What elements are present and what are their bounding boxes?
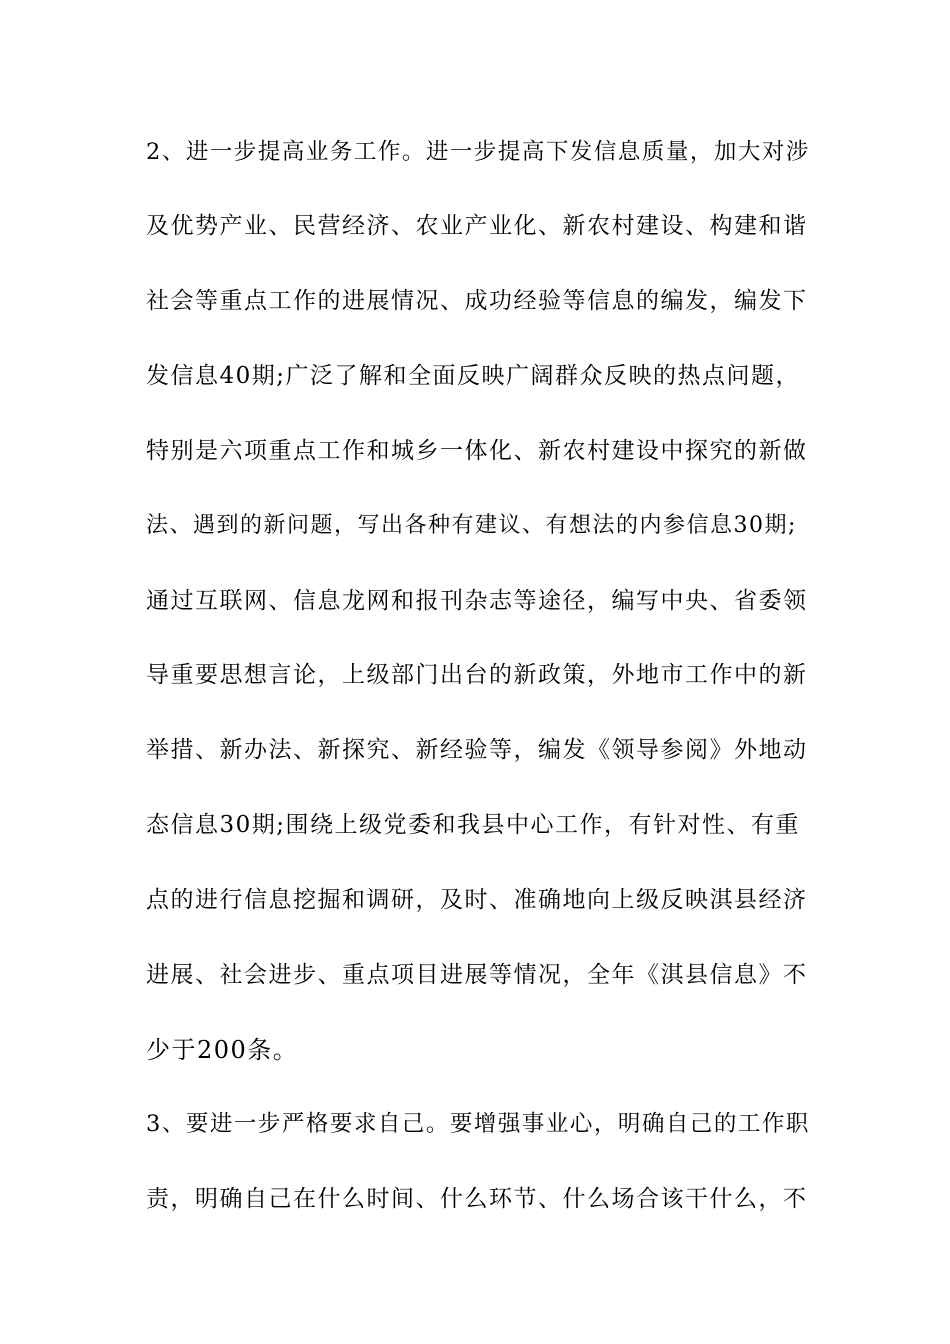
text-line: 法、遇到的新问题，写出各种有建议、有想法的内参信息30期; — [146, 513, 797, 538]
text-line: 态信息30期;围绕上级党委和我县中心工作，有针对性、有重 — [146, 812, 801, 838]
text-line: 及优势产业、民营经济、农业产业化、新农村建设、构建和谐 — [146, 213, 808, 239]
text-line: 3、要进一步严格要求自己。要增强事业心，明确自己的工作职 — [146, 1111, 810, 1137]
text-line: 2、进一步提高业务工作。进一步提高下发信息质量，加大对涉 — [146, 139, 810, 165]
text-line: 发信息40期;广泛了解和全面反映广阔群众反映的热点问题， — [146, 363, 801, 389]
text-line: 责，明确自己在什么时间、什么环节、什么场合该干什么，不 — [146, 1186, 808, 1212]
text-line: 少于200条。 — [146, 1036, 299, 1064]
text-line: 特别是六项重点工作和城乡一体化、新农村建设中探究的新做 — [146, 438, 808, 464]
text-line: 社会等重点工作的进展情况、成功经验等信息的编发，编发下 — [146, 288, 808, 314]
text-line: 举措、新办法、新探究、新经验等，编发《领导参阅》外地动 — [146, 737, 808, 763]
text-line: 通过互联网、信息龙网和报刊杂志等途径，编写中央、省委领 — [146, 588, 808, 614]
text-line: 点的进行信息挖掘和调研，及时、准确地向上级反映淇县经济 — [146, 887, 808, 913]
text-line: 进展、社会进步、重点项目进展等情况，全年《淇县信息》不 — [146, 962, 808, 988]
text-line: 导重要思想言论，上级部门出台的新政策，外地市工作中的新 — [146, 662, 808, 688]
